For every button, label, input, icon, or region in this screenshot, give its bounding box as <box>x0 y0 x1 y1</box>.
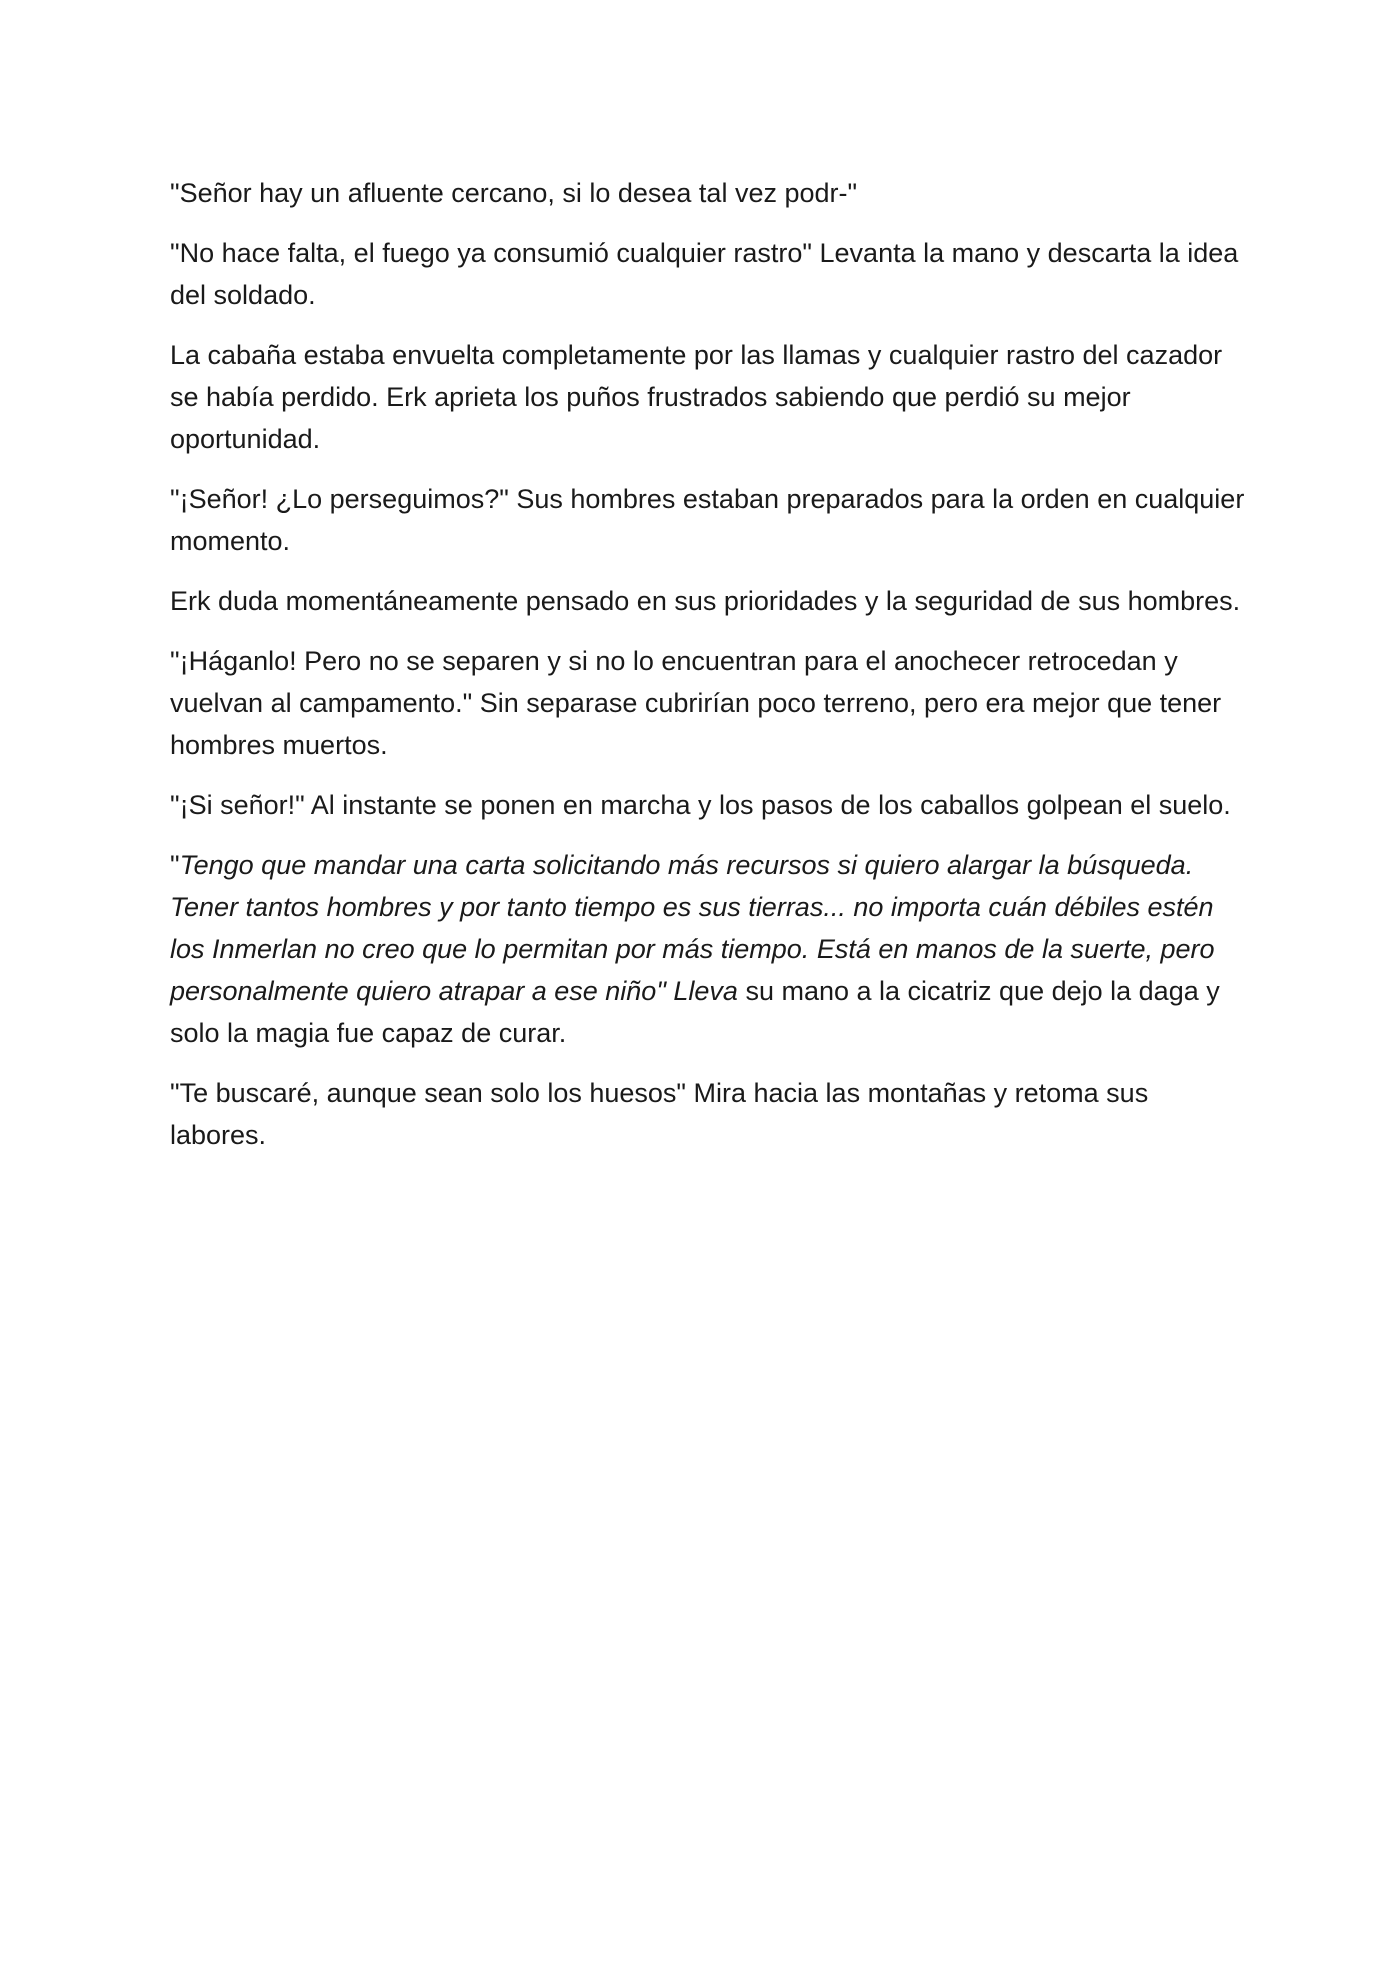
italic-thought-text: Tengo que mandar una carta solicitando más recursos si quiero alargar la búsqueda. Tener tantos hombres y por tanto tiempo es sus tierras... no importa cuán débiles estén los Inmerlan no creo que lo permitan por más tiempo. Está en manos de la suerte, pero personalmente quiero atrapar a ese niño" Lleva <box>170 850 1215 1006</box>
paragraph: "¡Si señor!" Al instante se ponen en marcha y los pasos de los caballos golpean el suelo. <box>170 790 1231 820</box>
paragraph: "Señor hay un afluente cercano, si lo desea tal vez podr-" <box>170 178 858 208</box>
paragraph: "No hace falta, el fuego ya consumió cualquier rastro" Levanta la mano y descarta la idea del soldado. <box>170 238 1239 310</box>
paragraph: "¡Háganlo! Pero no se separen y si no lo encuentran para el anochecer retrocedan y vuelvan al campamento." Sin separase cubrirían poco terreno, pero era mejor que tener hombres muertos. <box>170 646 1222 760</box>
quote-mark: " <box>170 850 180 880</box>
paragraph-italic-thought <box>170 844 1250 1054</box>
paragraph-continuation: su mano a la cicatriz que dejo la daga y solo la magia fue capaz de curar. <box>170 976 1220 1048</box>
paragraph: Erk duda momentáneamente pensado en sus prioridades y la seguridad de sus hombres. <box>170 586 1241 616</box>
document-body <box>170 172 1250 1174</box>
paragraph: La cabaña estaba envuelta completamente por las llamas y cualquier rastro del cazador se había perdido. Erk aprieta los puños frustrados sabiendo que perdió su mejor oportunidad. <box>170 340 1223 454</box>
paragraph: "¡Señor! ¿Lo perseguimos?" Sus hombres estaban preparados para la orden en cualquier momento. <box>170 484 1245 556</box>
paragraph: "Te buscaré, aunque sean solo los huesos" Mira hacia las montañas y retoma sus labores. <box>170 1078 1149 1150</box>
